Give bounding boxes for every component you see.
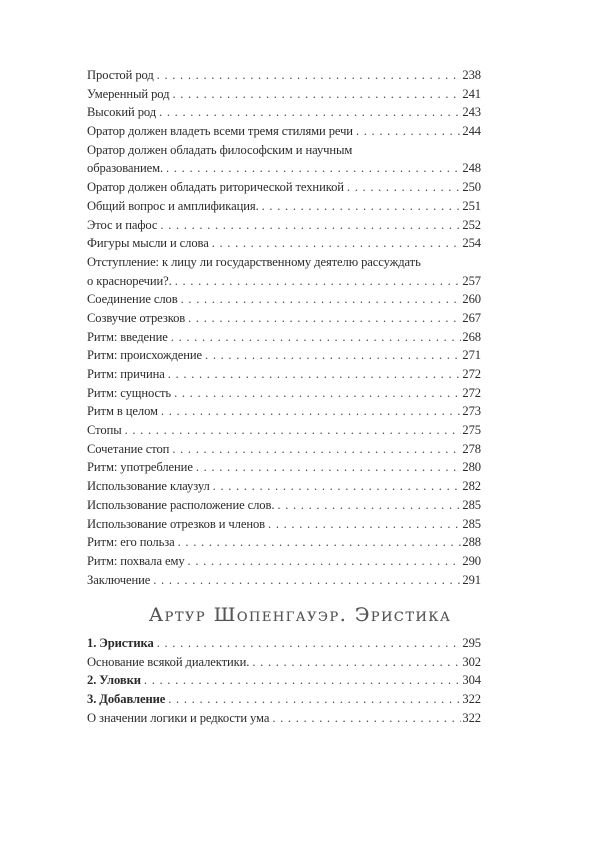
toc-entry-title: Сочетание стоп	[87, 441, 170, 456]
dot-leader	[157, 66, 462, 85]
toc-entry-page: 248	[462, 161, 481, 176]
dot-leader	[125, 421, 462, 440]
toc-entry-page: 251	[462, 198, 481, 213]
dot-leader	[168, 690, 461, 709]
toc-entry-title: Умеренный род	[87, 86, 170, 101]
dot-leader	[356, 122, 461, 141]
toc-entry-title: Ритм: похвала ему	[87, 553, 185, 568]
dot-leader	[168, 365, 462, 384]
toc-entry[interactable]	[87, 690, 481, 709]
dot-leader	[153, 571, 461, 590]
toc-entry[interactable]	[87, 122, 481, 141]
dot-leader	[212, 234, 462, 253]
toc-entry[interactable]	[87, 440, 481, 459]
toc-entry[interactable]	[87, 216, 481, 235]
toc-entry[interactable]	[87, 477, 481, 496]
dot-leader	[157, 634, 462, 653]
toc-entry-page: 290	[462, 553, 481, 568]
toc-entry-page: 275	[462, 423, 481, 438]
dot-leader	[181, 290, 462, 309]
toc-entry-page: 254	[462, 236, 481, 251]
toc-entry[interactable]	[87, 365, 481, 384]
toc-section-eristics	[87, 634, 481, 727]
dot-leader	[268, 515, 461, 534]
toc-entry-page: 271	[462, 348, 481, 363]
dot-leader	[172, 85, 461, 104]
toc-entry[interactable]	[87, 328, 481, 347]
toc-entry[interactable]	[87, 384, 481, 403]
dot-leader	[174, 384, 461, 403]
toc-entry-title: 3. Добавление	[87, 692, 166, 707]
toc-entry[interactable]	[87, 309, 481, 328]
dot-leader	[161, 402, 462, 421]
dot-leader	[262, 197, 462, 216]
dot-leader	[159, 103, 461, 122]
toc-entry[interactable]	[87, 671, 481, 690]
toc-entry-page: 285	[462, 497, 481, 512]
toc-entry[interactable]	[87, 103, 481, 122]
toc-entry[interactable]	[87, 178, 481, 197]
dot-leader	[213, 477, 462, 496]
toc-entry-title-line1: Оратор должен обладать философским и научным	[87, 142, 353, 157]
toc-entry-title: Использование отрезков и членов	[87, 516, 266, 531]
toc-entry-page: 282	[462, 479, 481, 494]
toc-entry-title: Заключение	[87, 572, 151, 587]
toc-entry[interactable]	[87, 458, 481, 477]
toc-entry[interactable]	[87, 634, 481, 653]
toc-entry-page: 322	[462, 692, 481, 707]
toc-entry[interactable]	[87, 571, 481, 590]
toc-entry[interactable]	[87, 197, 481, 216]
toc-entry-title: Ритм: причина	[87, 367, 165, 381]
toc-entry-title: 1. Эристика	[87, 636, 154, 650]
toc-entry-title: Ритм: происхождение	[87, 348, 203, 363]
toc-entry[interactable]	[87, 552, 481, 571]
toc-entry[interactable]	[87, 66, 481, 85]
toc-entry-page: 244	[462, 124, 481, 139]
toc-entry-page: 250	[462, 180, 481, 195]
toc-entry-title-line1: Отступление: к лицу ли государственному деятелю рассуждать	[87, 254, 421, 269]
toc-entry-title: Ритм: введение	[87, 329, 168, 344]
toc-entry[interactable]	[87, 533, 481, 552]
toc-entry-page: 241	[462, 86, 481, 101]
toc-entry-page: 272	[462, 385, 481, 400]
toc-entry-title: Простой род	[87, 68, 154, 82]
dot-leader	[160, 216, 461, 235]
toc-entry-multiline[interactable]	[87, 141, 481, 178]
toc-entry-title: Ритм: употребление	[87, 460, 193, 475]
toc-entry-title: 2. Уловки	[87, 673, 141, 688]
dot-leader	[144, 671, 462, 690]
dot-leader	[172, 440, 461, 459]
toc-entry-page: 288	[462, 535, 481, 550]
dot-leader	[272, 709, 461, 728]
section-heading: Артур Шопенгауэр. Эристика	[148, 604, 452, 626]
toc-entry-title: Использование клаузул	[87, 479, 210, 494]
dot-leader	[166, 159, 461, 178]
dot-leader	[188, 552, 462, 571]
toc-entry-title: Стопы	[87, 423, 122, 438]
toc-entry-page: 285	[462, 516, 481, 531]
toc-entry-page: 280	[462, 460, 481, 475]
toc-entry-page: 278	[462, 441, 481, 456]
toc-entry-page: 291	[462, 572, 481, 587]
dot-leader	[178, 533, 462, 552]
toc-entry-title: Использование расположение слов.	[87, 497, 275, 512]
toc-entry-title: Ритм: его польза	[87, 535, 175, 550]
toc-entry-title: Общий вопрос и амплификация.	[87, 198, 259, 213]
dot-leader	[205, 346, 461, 365]
dot-leader	[188, 309, 461, 328]
toc-entry-title: Ритм в целом	[87, 404, 158, 419]
toc-entry-page: 322	[462, 710, 481, 725]
dot-leader	[347, 178, 461, 197]
toc-entry-page: 238	[462, 68, 481, 82]
toc-entry-page: 268	[462, 329, 481, 344]
toc-entry-title: Фигуры мысли и слова	[87, 236, 209, 251]
toc-entry-page: 272	[462, 367, 481, 381]
toc-entry-title: Оратор должен обладать риторической техникой	[87, 180, 344, 195]
dot-leader	[277, 496, 461, 515]
dot-leader	[196, 458, 462, 477]
dot-leader	[175, 272, 462, 291]
toc-entry[interactable]	[87, 402, 481, 421]
toc-entry-title: Основание всякой диалектики.	[87, 654, 250, 669]
toc-entry[interactable]	[87, 290, 481, 309]
toc-entry-title: Созвучие отрезков	[87, 310, 186, 325]
toc-entry[interactable]	[87, 234, 481, 253]
toc-entry-title: О значении логики и редкости ума	[87, 710, 270, 725]
toc-entry[interactable]	[87, 709, 481, 728]
toc-entry-page: 252	[462, 217, 481, 232]
toc-entry[interactable]	[87, 346, 481, 365]
toc-entry-page: 273	[462, 404, 481, 419]
toc-entry-title: Ритм: сущность	[87, 385, 172, 400]
toc-entry-title: Высокий род	[87, 105, 157, 120]
dot-leader	[171, 328, 462, 347]
dot-leader	[252, 653, 461, 672]
toc-entry-page: 257	[462, 273, 481, 288]
toc-entry[interactable]	[87, 653, 481, 672]
toc-entry-title: Соединение слов	[87, 292, 178, 307]
toc-entry-page: 267	[462, 310, 481, 325]
toc-entry-page: 260	[462, 292, 481, 307]
toc-entry-title: образованием.	[87, 161, 164, 176]
toc-entry-title: о красноречии?.	[87, 273, 172, 288]
toc-entry[interactable]	[87, 496, 481, 515]
toc-entry-page: 295	[462, 636, 481, 650]
toc-entry-page: 243	[462, 105, 481, 120]
toc-entry[interactable]	[87, 515, 481, 534]
toc-section-rhetoric	[87, 66, 481, 589]
toc-entry-title: Оратор должен владеть всеми тремя стилями речи	[87, 124, 353, 139]
toc-entry-page: 302	[462, 654, 481, 669]
toc-entry-page: 304	[462, 673, 481, 688]
toc-entry[interactable]	[87, 85, 481, 104]
toc-entry-multiline[interactable]	[87, 253, 481, 290]
toc-entry[interactable]	[87, 421, 481, 440]
toc-entry-title: Этос и пафос	[87, 217, 158, 232]
